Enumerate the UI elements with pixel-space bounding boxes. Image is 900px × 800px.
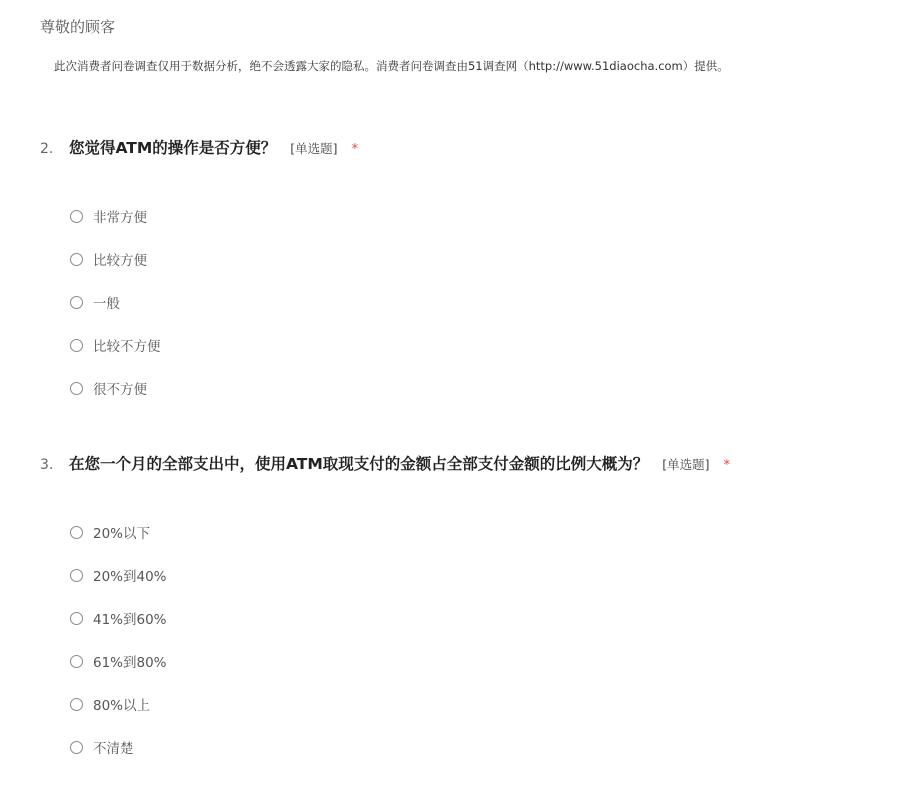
option-label: 20%到40% bbox=[93, 569, 167, 585]
option-label: 非常方便 bbox=[93, 210, 147, 226]
radio-button[interactable] bbox=[70, 569, 83, 582]
required-asterisk: * bbox=[723, 458, 731, 473]
question-header bbox=[40, 452, 730, 474]
greeting-heading: 尊敬的顾客 bbox=[40, 18, 116, 36]
question-number: 3. bbox=[40, 457, 54, 473]
question-type-label: [单选题] bbox=[662, 457, 710, 472]
option-q3-1[interactable] bbox=[70, 522, 150, 542]
radio-button[interactable] bbox=[70, 382, 83, 395]
option-q3-3[interactable] bbox=[70, 608, 167, 628]
option-label: 比较不方便 bbox=[93, 339, 161, 355]
radio-button[interactable] bbox=[70, 741, 83, 754]
option-label: 41%到60% bbox=[93, 612, 167, 628]
option-label: 很不方便 bbox=[93, 382, 147, 398]
question-title: 您觉得ATM的操作是否方便？ bbox=[69, 139, 277, 157]
option-q2-3[interactable] bbox=[70, 292, 120, 312]
option-q2-1[interactable] bbox=[70, 206, 147, 226]
option-label: 20%以下 bbox=[93, 526, 151, 542]
radio-button[interactable] bbox=[70, 253, 83, 266]
radio-button[interactable] bbox=[70, 339, 83, 352]
radio-button[interactable] bbox=[70, 698, 83, 711]
option-q3-5[interactable] bbox=[70, 694, 150, 714]
option-q2-5[interactable] bbox=[70, 378, 147, 398]
radio-button[interactable] bbox=[70, 210, 83, 223]
radio-button[interactable] bbox=[70, 296, 83, 309]
option-label: 61%到80% bbox=[93, 655, 167, 671]
option-q3-2[interactable] bbox=[70, 565, 167, 585]
option-q3-6[interactable] bbox=[70, 737, 134, 757]
question-type-label: [单选题] bbox=[290, 141, 338, 156]
question-header bbox=[40, 136, 358, 158]
radio-button[interactable] bbox=[70, 612, 83, 625]
option-label: 不清楚 bbox=[93, 741, 134, 757]
option-q2-4[interactable] bbox=[70, 335, 161, 355]
radio-button[interactable] bbox=[70, 526, 83, 539]
option-q3-4[interactable] bbox=[70, 651, 167, 671]
question-number: 2. bbox=[40, 141, 54, 157]
radio-button[interactable] bbox=[70, 655, 83, 668]
question-title: 在您一个月的全部支出中，使用ATM取现支付的金额占全部支付金额的比例大概为？ bbox=[69, 455, 649, 473]
option-label: 比较方便 bbox=[93, 253, 147, 269]
option-label: 一般 bbox=[93, 296, 120, 312]
option-q2-2[interactable] bbox=[70, 249, 147, 269]
option-label: 80%以上 bbox=[93, 698, 151, 714]
survey-intro-text: 此次消费者问卷调查仅用于数据分析，绝不会透露大家的隐私。消费者问卷调查由51调查网（http://www.51diaocha.com）提供。 bbox=[54, 59, 729, 73]
required-asterisk: * bbox=[351, 142, 359, 157]
